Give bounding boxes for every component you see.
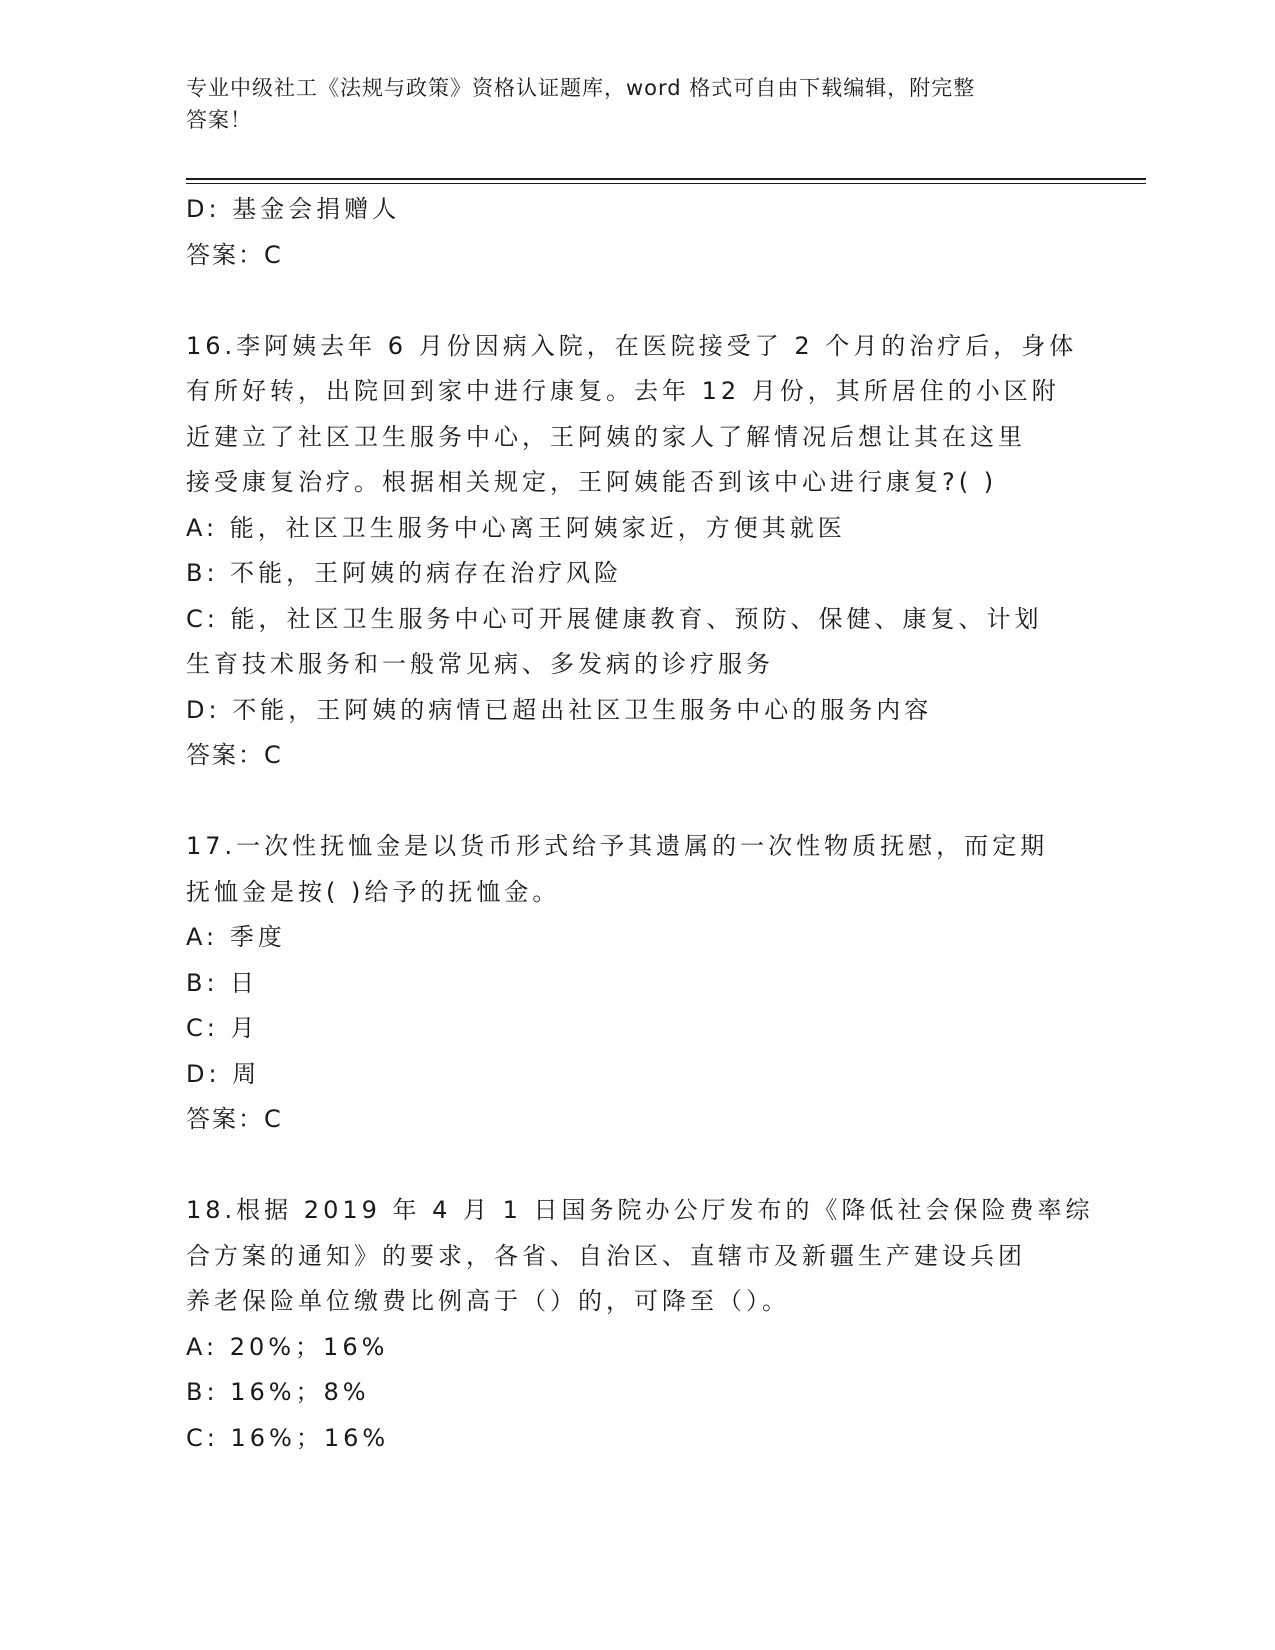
q16-stem-line: 16.李阿姨去年 6 月份因病入院，在医院接受了 2 个月的治疗后，身体: [186, 331, 1078, 360]
q15-option-d: D: 基金会捐赠人: [186, 195, 401, 223]
q16-answer: 答案：C: [186, 741, 283, 769]
q17-option-c: C: 月: [186, 1014, 259, 1042]
q17-answer: 答案：C: [186, 1105, 283, 1133]
q16-option-c-cont: 生育技术服务和一般常见病、多发病的诊疗服务: [186, 650, 774, 678]
spacer: [186, 779, 1066, 825]
q16-option-c: C: 能，社区卫生服务中心可开展健康教育、预防、保健、康复、计划: [186, 604, 1043, 633]
q18-stem-line: 养老保险单位缴费比例高于（）的，可降至（）。: [186, 1287, 790, 1315]
page-header: [186, 72, 1066, 136]
q17-option-a: A: 季度: [186, 923, 286, 951]
q18-option-a: A: 20%；16%: [186, 1332, 389, 1361]
q16-option-b: B: 不能，王阿姨的病存在治疗风险: [186, 559, 623, 587]
q18-stem-line: 18.根据 2019 年 4 月 1 日国务院办公厅发布的《降低社会保险费率综: [186, 1196, 1094, 1224]
q17-stem-line: 17.一次性抚恤金是以货币形式给予其遗属的一次性物质抚慰，而定期: [186, 832, 1049, 860]
q15-answer: 答案：C: [186, 240, 283, 269]
q16-stem-line: 有所好转，出院回到家中进行康复。去年 12 月份，其所居住的小区附: [186, 377, 1060, 405]
q18-option-b: B: 16%；8%: [186, 1378, 370, 1406]
header-divider-thick: [186, 178, 1146, 180]
q16-option-d: D: 不能，王阿姨的病情已超出社区卫生服务中心的服务内容: [186, 695, 933, 724]
q17-option-b: B: 日: [186, 968, 259, 997]
q17-stem-line: 抚恤金是按( )给予的抚恤金。: [186, 877, 561, 906]
q16-stem-line: 近建立了社区卫生服务中心，王阿姨的家人了解情况后想让其在这里: [186, 422, 1026, 451]
header-line-1: 专业中级社工《法规与政策》资格认证题库，word 格式可自由下载编辑，附完整: [186, 76, 976, 100]
q16-option-a: A: 能，社区卫生服务中心离王阿姨家近，方便其就医: [186, 513, 846, 542]
header-divider-thin: [186, 183, 1146, 184]
spacer: [186, 1143, 1066, 1189]
header-line-2: 答案！: [186, 108, 252, 132]
spacer: [186, 278, 1066, 324]
question-content: [186, 187, 1094, 1461]
q18-option-c: C: 16%；16%: [186, 1423, 390, 1452]
q16-stem-line: 接受康复治疗。根据相关规定，王阿姨能否到该中心进行康复?( ): [186, 468, 998, 496]
q18-stem-line: 合方案的通知》的要求，各省、自治区、直辖市及新疆生产建设兵团: [186, 1241, 1026, 1270]
q17-option-d: D: 周: [186, 1059, 261, 1088]
